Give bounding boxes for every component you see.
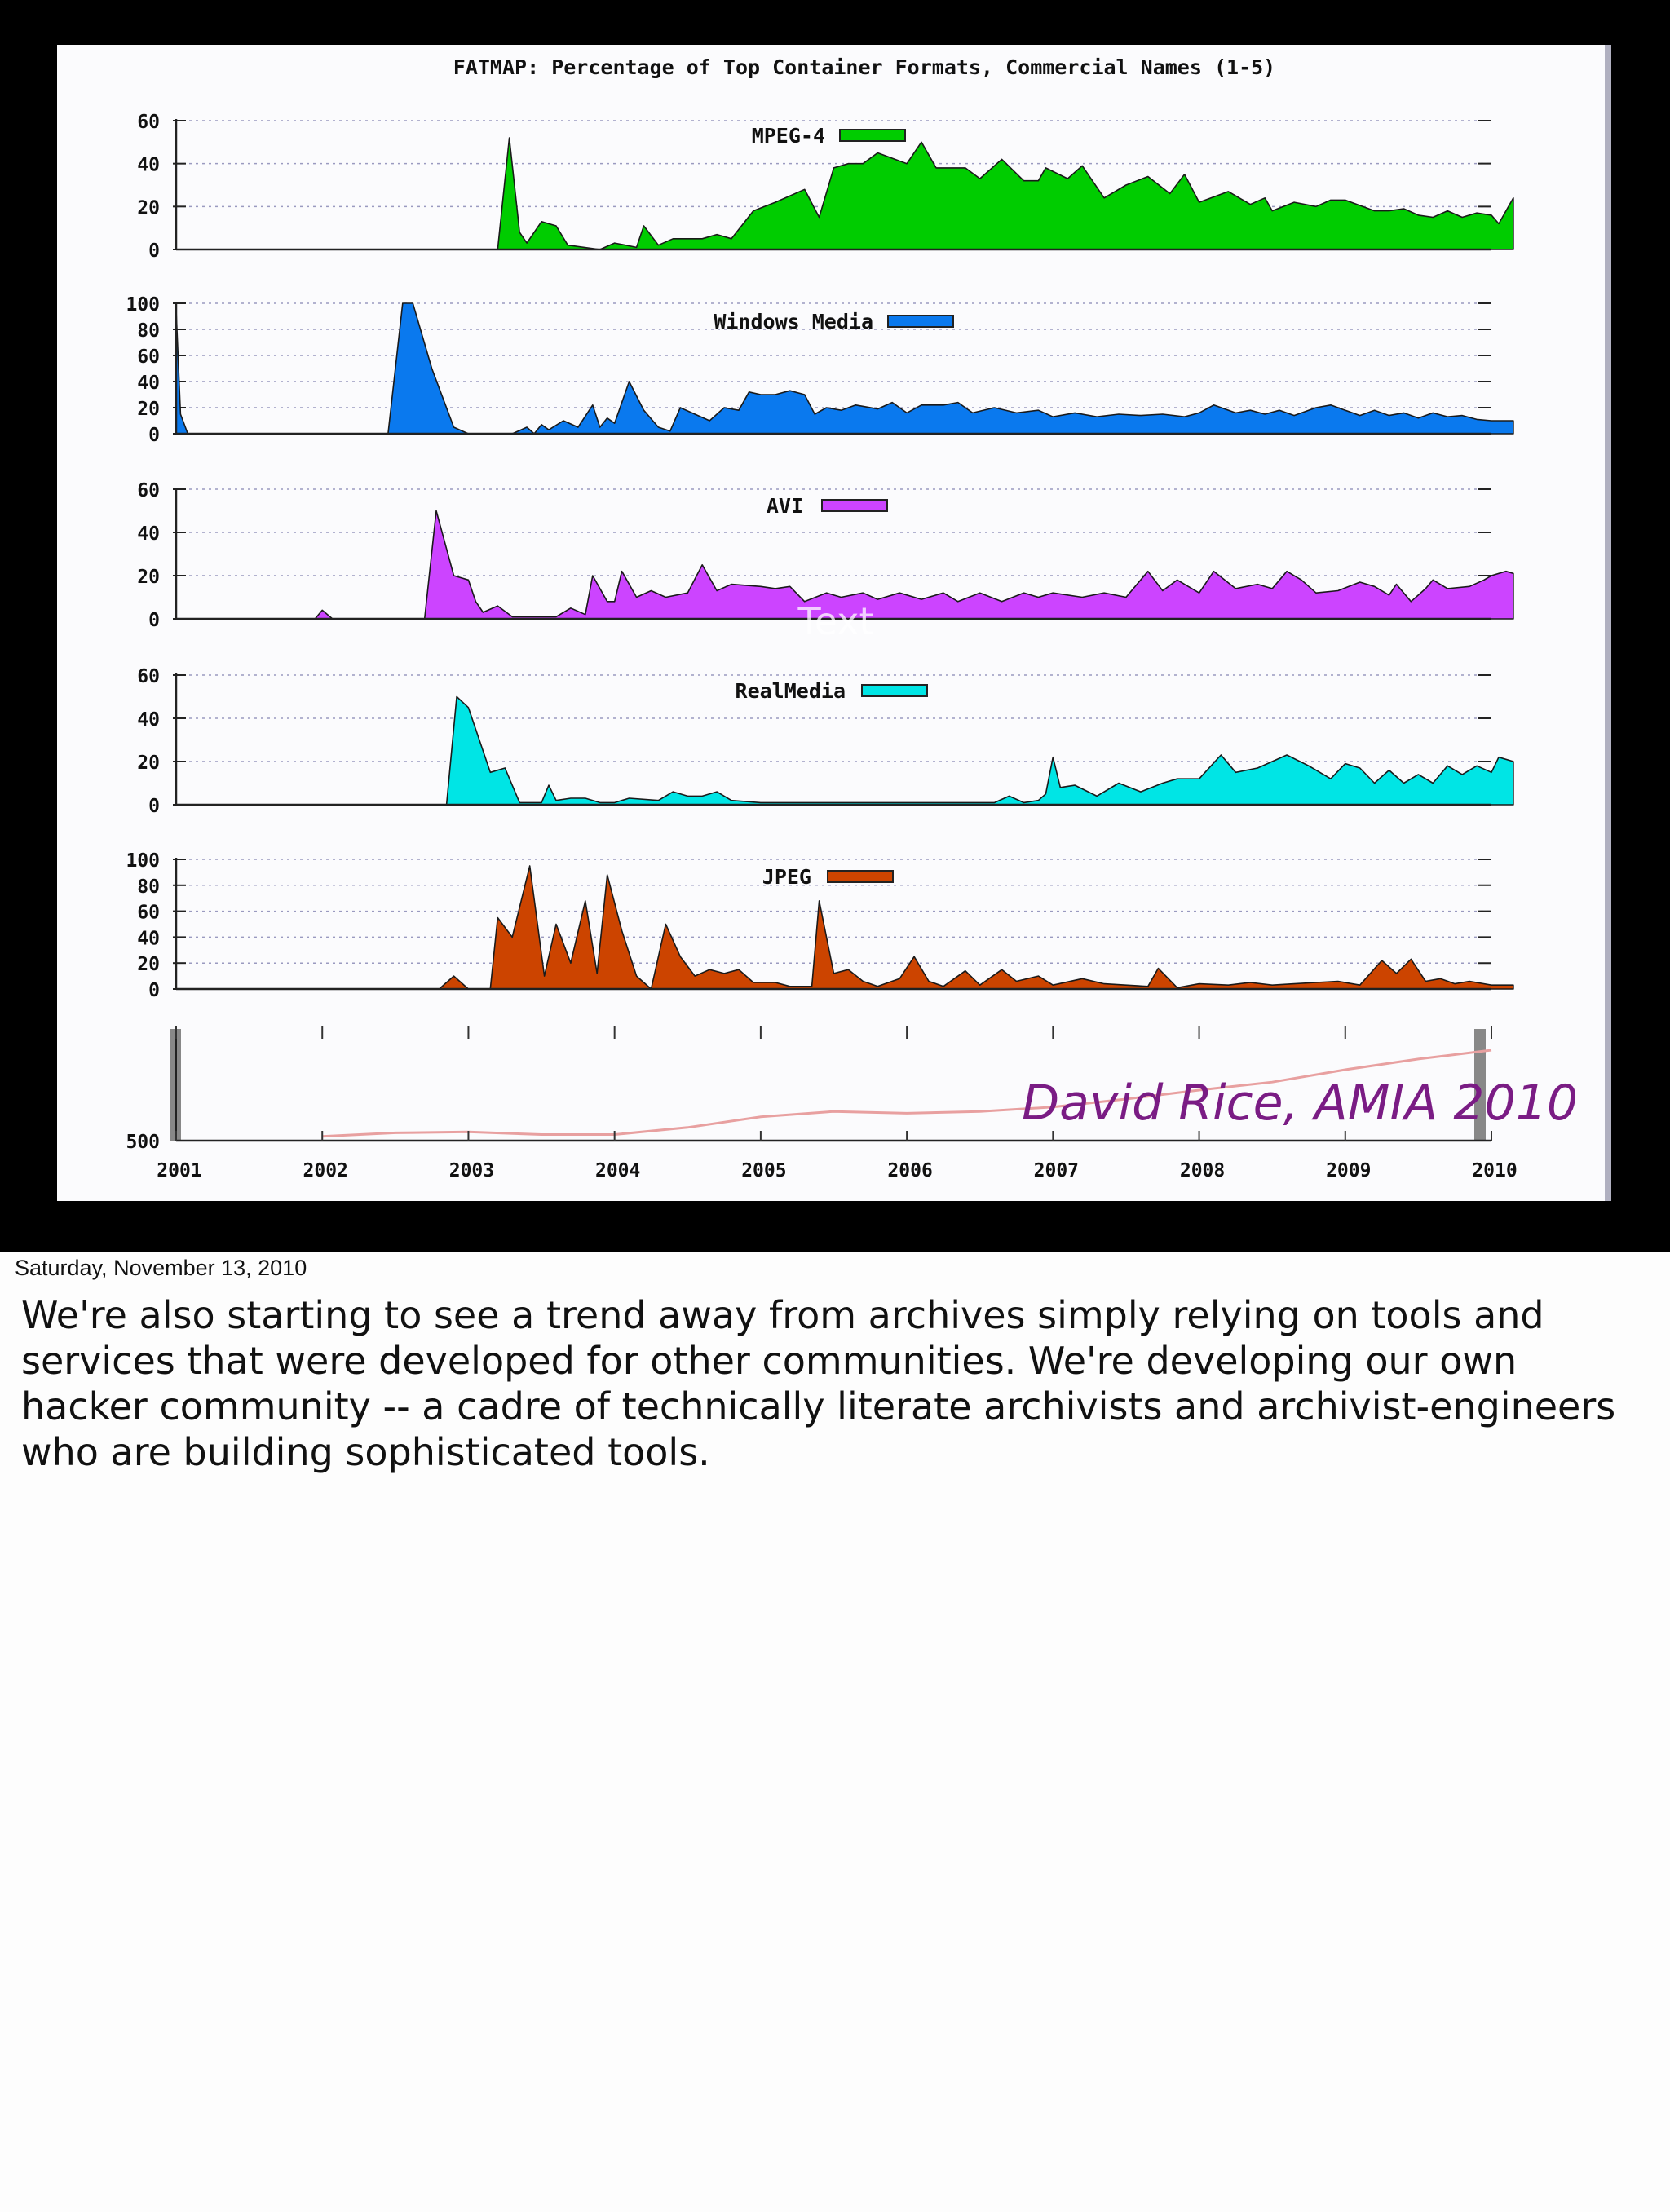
y-tick-label: 20 xyxy=(137,567,160,588)
y-tick-label: 20 xyxy=(137,399,160,420)
x-tick-label: 2009 xyxy=(1326,1160,1372,1181)
slide-date: Saturday, November 13, 2010 xyxy=(15,1256,307,1280)
x-tick-label: 2010 xyxy=(1472,1160,1518,1181)
y-tick-label: 60 xyxy=(137,480,160,501)
legend-label-mpeg-4: MPEG-4 xyxy=(751,124,825,148)
y-tick-label: 60 xyxy=(137,347,160,368)
overview-tick-label: 500 xyxy=(126,1132,160,1153)
y-tick-label: 0 xyxy=(148,241,160,262)
speaker-notes: We're also starting to see a trend away from archives simply relying on tools and services that were developed for other communities. We're developing our own hacker community -- a cadre of technically literate archivists and archivist-engineers who are building sophisticated tools. xyxy=(21,1293,1616,1474)
x-tick-label: 2002 xyxy=(303,1160,348,1181)
y-tick-label: 40 xyxy=(137,154,160,176)
y-tick-label: 0 xyxy=(148,980,160,1001)
y-tick-label: 0 xyxy=(148,425,160,446)
chart-title: FATMAP: Percentage of Top Container Formats, Commercial Names (1-5) xyxy=(453,55,1276,79)
legend-swatch-jpeg xyxy=(828,871,893,882)
x-tick-label: 2003 xyxy=(448,1160,495,1181)
y-tick-label: 100 xyxy=(126,850,160,872)
y-tick-label: 0 xyxy=(148,796,160,817)
legend-swatch-windows-media xyxy=(888,316,953,327)
y-tick-label: 40 xyxy=(137,523,160,545)
y-tick-label: 60 xyxy=(137,112,160,133)
x-tick-label: 2006 xyxy=(887,1160,933,1181)
x-tick-label: 2004 xyxy=(594,1160,641,1181)
overlay-text: Text xyxy=(797,599,874,643)
y-tick-label: 60 xyxy=(137,902,160,924)
legend-swatch-realmedia xyxy=(862,685,927,696)
y-tick-label: 60 xyxy=(137,666,160,687)
legend-label-jpeg: JPEG xyxy=(762,865,811,889)
x-tick-label: 2007 xyxy=(1033,1160,1080,1181)
y-tick-label: 40 xyxy=(137,373,160,394)
y-tick-label: 20 xyxy=(137,197,160,219)
legend-swatch-avi xyxy=(822,500,887,511)
x-tick-label: 2001 xyxy=(157,1160,202,1181)
x-tick-label: 2008 xyxy=(1179,1160,1226,1181)
y-tick-label: 0 xyxy=(148,610,160,631)
y-tick-label: 100 xyxy=(126,294,160,316)
y-tick-label: 20 xyxy=(137,954,160,976)
x-tick-label: 2005 xyxy=(741,1160,787,1181)
legend-label-realmedia: RealMedia xyxy=(735,679,846,703)
y-tick-label: 80 xyxy=(137,876,160,898)
y-tick-label: 40 xyxy=(137,928,160,950)
legend-swatch-mpeg-4 xyxy=(840,130,905,141)
legend-label-windows-media: Windows Media xyxy=(714,310,873,333)
credit-text: David Rice, AMIA 2010 xyxy=(1021,1075,1578,1132)
chart-edge xyxy=(1605,45,1611,1201)
y-tick-label: 80 xyxy=(137,320,160,342)
legend-label-avi: AVI xyxy=(766,494,803,518)
y-tick-label: 40 xyxy=(137,709,160,731)
y-tick-label: 20 xyxy=(137,753,160,774)
